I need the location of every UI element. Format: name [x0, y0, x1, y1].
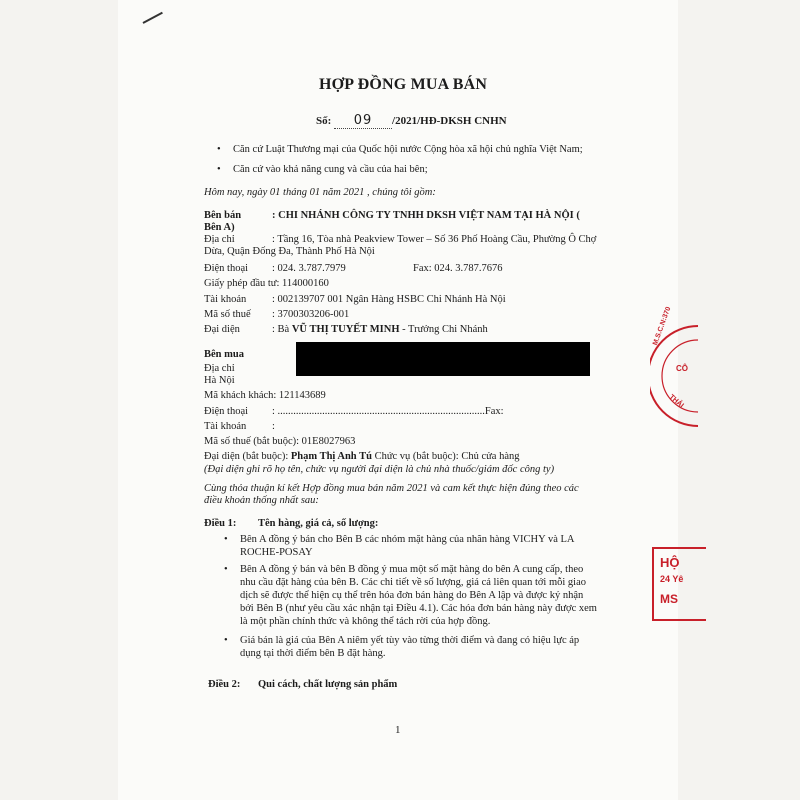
round-stamp-side: CÔ: [676, 364, 688, 373]
rect-stamp-line-1: HỘ: [660, 555, 680, 570]
buyer-customer-code: Mã khách khách: 121143689: [204, 390, 326, 401]
buyer-rep-prefix: Đại diện (bắt buộc):: [204, 451, 289, 462]
document-title: HỢP ĐỒNG MUA BÁN: [319, 76, 488, 93]
seller-tax-label: Mã số thuế: [204, 309, 251, 320]
buyer-label: Bên mua: [204, 349, 244, 360]
seller-fax: Fax: 024. 3.787.7676: [413, 263, 503, 274]
seller-rep-name: VŨ THỊ TUYẾT MINH: [291, 324, 400, 335]
agreement-line-1: Cùng thỏa thuận kí kết Hợp đồng mua bán năm 2021 và cam kết thực hiện đúng theo các: [204, 483, 579, 494]
seller-name: : CHI NHÁNH CÔNG TY TNHH DKSH VIỆT NAM TẠI HÀ NỘI (: [272, 210, 580, 221]
seller-rep-prefix: : Bà: [272, 324, 290, 335]
seller-account: : 002139707 001 Ngân Hàng HSBC Chi Nhánh Hà Nội: [272, 294, 506, 305]
contract-number-label: Số:: [316, 115, 332, 127]
seller-license: Giấy phép đầu tư: 114000160: [204, 278, 329, 289]
seller-tax: : 3700303206-001: [272, 309, 350, 320]
contract-number-line: [316, 113, 507, 129]
buyer-account-label: Tài khoản: [204, 421, 247, 432]
buyer-rep-suffix: Chức vụ (bắt buộc): Chủ cửa hàng: [374, 451, 520, 462]
article-1-item-1: • Bên A đồng ý bán cho Bên B các nhóm mặt hàng của nhãn hàng VICHY và LA ROCHE-POSAY: [240, 533, 574, 559]
redaction-box: [296, 342, 590, 376]
article-1-title: Tên hàng, giá cả, số lượng:: [258, 518, 379, 529]
article-2-label: Điều 2:: [208, 679, 241, 690]
seller-rep: [272, 323, 488, 336]
seller-rep-suffix: - Trưởng Chi Nhánh: [402, 324, 488, 335]
seller-account-label: Tài khoản: [204, 294, 247, 305]
seller-address-label: Địa chỉ: [204, 234, 235, 245]
basis-item-2: • Căn cứ vào khả năng cung và cầu của hai bên;: [233, 163, 428, 176]
buyer-rep-name: Phạm Thị Anh Tú: [290, 451, 372, 462]
seller-address-line2: Dừa, Quận Đống Đa, Thành Phố Hà Nội: [204, 246, 375, 257]
round-stamp-bottom: THẢI: [667, 393, 685, 410]
seller-label-2: Bên A): [204, 222, 235, 233]
page-number: 1: [395, 724, 401, 736]
buyer-account: :: [272, 421, 275, 432]
seller-phone: : 024. 3.787.7979: [272, 263, 346, 274]
buyer-phone-label: Điện thoại: [204, 406, 249, 417]
seller-phone-label: Điện thoại: [204, 263, 249, 274]
seller-label: Bên bán: [204, 210, 242, 221]
basis-item-1: • Căn cứ Luật Thương mại của Quốc hội nước Cộng hòa xã hội chủ nghĩa Việt Nam;: [233, 143, 583, 156]
buyer-rep: [204, 450, 520, 463]
seller-rep-label: Đại diện: [204, 324, 240, 335]
agreement-line-2: điều khoản thống nhất sau:: [204, 495, 319, 506]
buyer-phone: : ...............................................................................Fax:: [272, 406, 504, 417]
article-2-title: Qui cách, chất lượng sản phẩm: [258, 679, 398, 690]
intro-line: Hôm nay, ngày 01 tháng 01 năm 2021 , chúng tôi gồm:: [204, 187, 436, 198]
buyer-address-label: Địa chỉ: [204, 363, 235, 374]
seller-address-line1: : Tầng 16, Tòa nhà Peakview Tower – Số 36 Phố Hoàng Cầu, Phường Ô Chợ: [272, 234, 597, 245]
contract-number-handwritten: 09: [353, 113, 373, 128]
buyer-address-city: Hà Nội: [204, 375, 235, 386]
buyer-tax: Mã số thuế (bắt buộc): 01E8027963: [204, 436, 356, 447]
article-1-label: Điều 1:: [204, 518, 237, 529]
contract-number-suffix: /2021/HĐ-DKSH CNHN: [392, 115, 507, 127]
buyer-rep-note: (Đại diện ghi rõ họ tên, chức vụ người đại diện là chủ nhà thuốc/giám đốc công ty): [204, 464, 555, 475]
article-1-item-2: • Bên A đồng ý bán và bên B đồng ý mua một số mặt hàng do bên A cung cấp, theo nhu cầu đặt hàng của bên B. Các chi tiết về số lượng, giá cả liên quan tới mỗi giao dịch sẽ được thể hiện cụ thể trên hóa đơn bán hàng do Bên A lập và được ký nhận bởi Bên B (như yêu cầu xác nhận tại Điều 4.1). Các hóa đơn bán hàng này được xem là một phần chính thức và không thể tách rời của hợp đồng.: [240, 563, 597, 628]
round-stamp-text: M.S.C.N:370: [652, 305, 673, 347]
rect-stamp-line-2: 24 Yê: [660, 574, 684, 584]
article-1-item-3: • Giá bán là giá của Bên A niêm yết tùy vào từng thời điểm và đang có hiệu lực áp dụng tại thời điểm bên B đặt hàng.: [240, 634, 579, 660]
rect-stamp-line-3: MS: [660, 592, 678, 606]
